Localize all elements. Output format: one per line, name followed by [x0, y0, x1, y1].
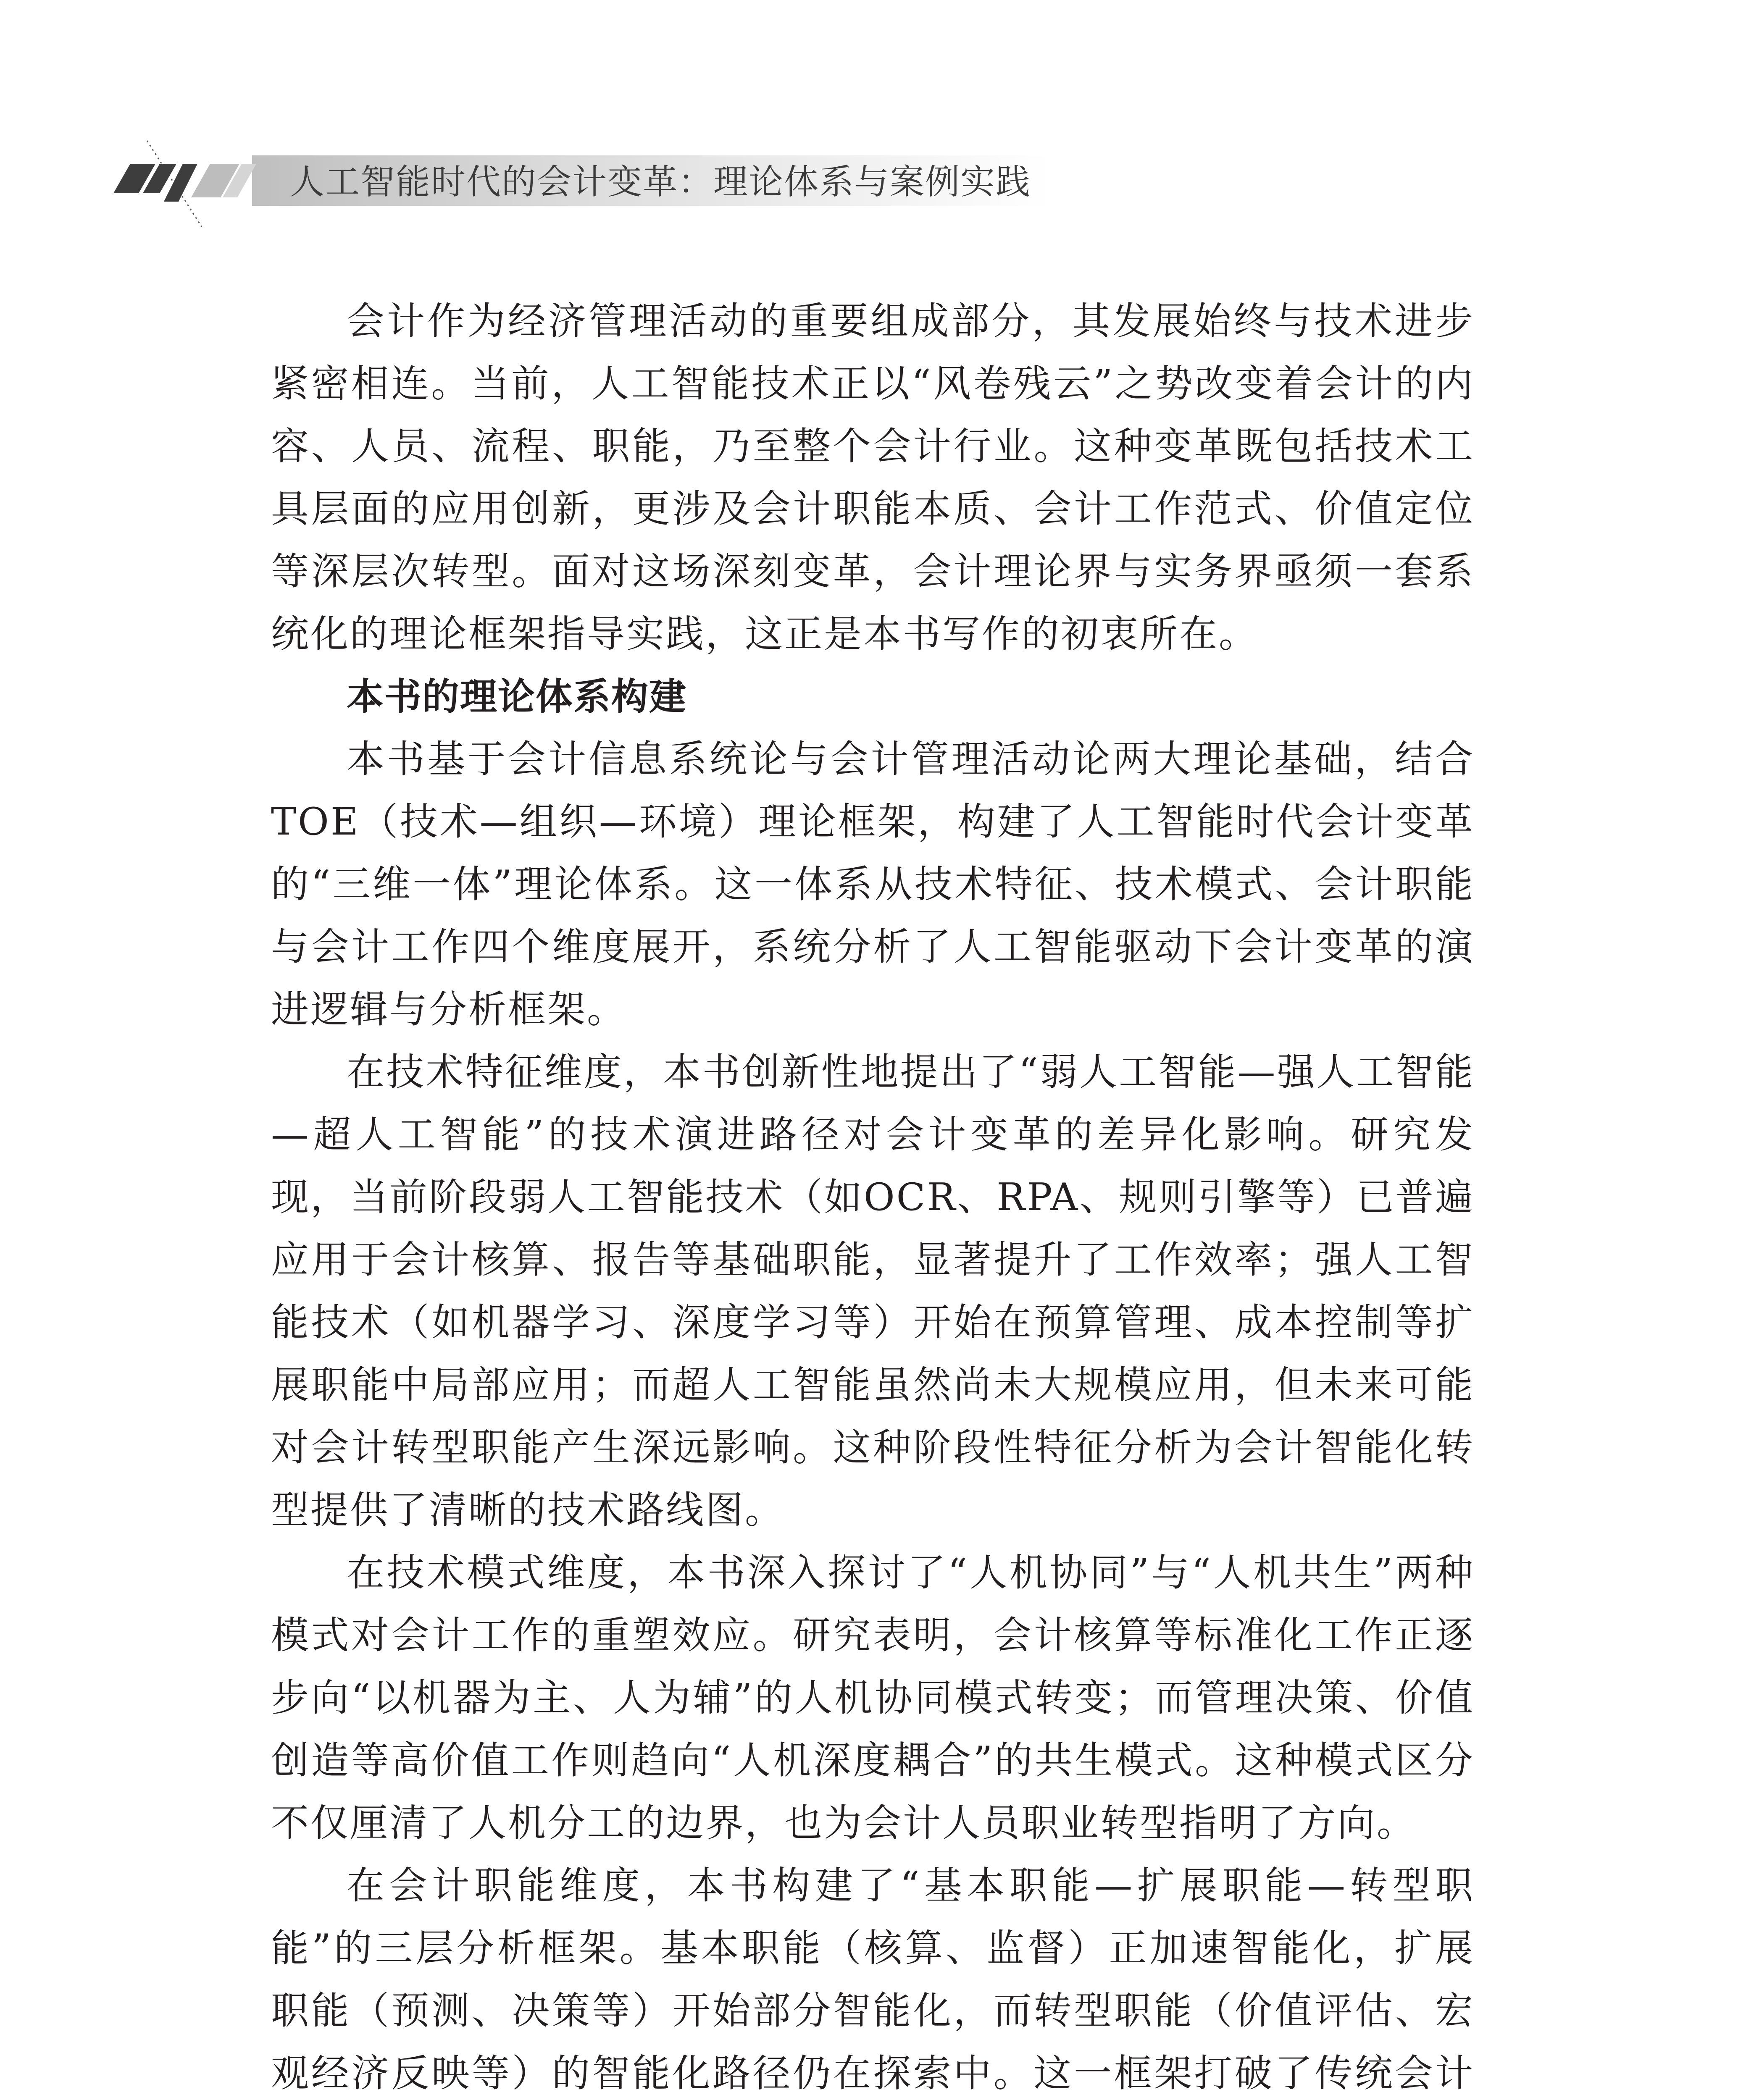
paragraph-accounting-functions: 在会计职能维度，本书构建了“基本职能—扩展职能—转型职能”的三层分析框架。基本职能（核算、监督）正加速智能化，扩展职能（预测、决策等）开始部分智能化，而转型职能（价值评估、宏观经济反映等）的智能化路径仍在探索中。这一框架打破了传统会计 [271, 1864, 1475, 2095]
section-heading: 本书的理论体系构建 [347, 675, 687, 718]
header-logo-stripes-icon [113, 139, 290, 231]
running-header-title: 人工智能时代的会计变革：理论体系与案例实践 [290, 162, 1031, 202]
paragraph-framework: 本书基于会计信息系统论与会计管理活动论两大理论基础，结合TOE（技术—组织—环境）理论框架，构建了人工智能时代会计变革的“三维一体”理论体系。这一体系从技术特征、技术模式、会计职能与会计工作四个维度展开，系统分析了人工智能驱动下会计变革的演进逻辑与分析框架。 [271, 737, 1475, 1032]
paragraph-technical-modes: 在技术模式维度，本书深入探讨了“人机协同”与“人机共生”两种模式对会计工作的重塑效应。研究表明，会计核算等标准化工作正逐步向“以机器为主、人为辅”的人机协同模式转变；而管理决策、价值创造等高价值工作则趋向“人机深度耦合”的共生模式。这种模式区分不仅厘清了人机分工的边界，也为会计人员职业转型指明了方向。 [271, 1551, 1475, 1845]
paragraph-intro: 会计作为经济管理活动的重要组成部分，其发展始终与技术进步紧密相连。当前，人工智能技术正以“风卷残云”之势改变着会计的内容、人员、流程、职能，乃至整个会计行业。这种变革既包括技术工具层面的应用创新，更涉及会计职能本质、会计工作范式、价值定位等深层次转型。面对这场深刻变革，会计理论界与实务界亟须一套系统化的理论框架指导实践，这正是本书写作的初衷所在。 [271, 299, 1475, 656]
paragraph-technical-features: 在技术特征维度，本书创新性地提出了“弱人工智能—强人工智能—超人工智能”的技术演进路径对会计变革的差异化影响。研究发现，当前阶段弱人工智能技术（如OCR、RPA、规则引擎等）已普遍应用于会计核算、报告等基础职能，显著提升了工作效率；强人工智能技术（如机器学习、深度学习等）开始在预算管理、成本控制等扩展职能中局部应用；而超人工智能虽然尚未大规模应用，但未来可能对会计转型职能产生深远影响。这种阶段性特征分析为会计智能化转型提供了清晰的技术路线图。 [271, 1050, 1475, 1532]
running-header [0, 139, 1746, 231]
page-body [271, 290, 1475, 2100]
